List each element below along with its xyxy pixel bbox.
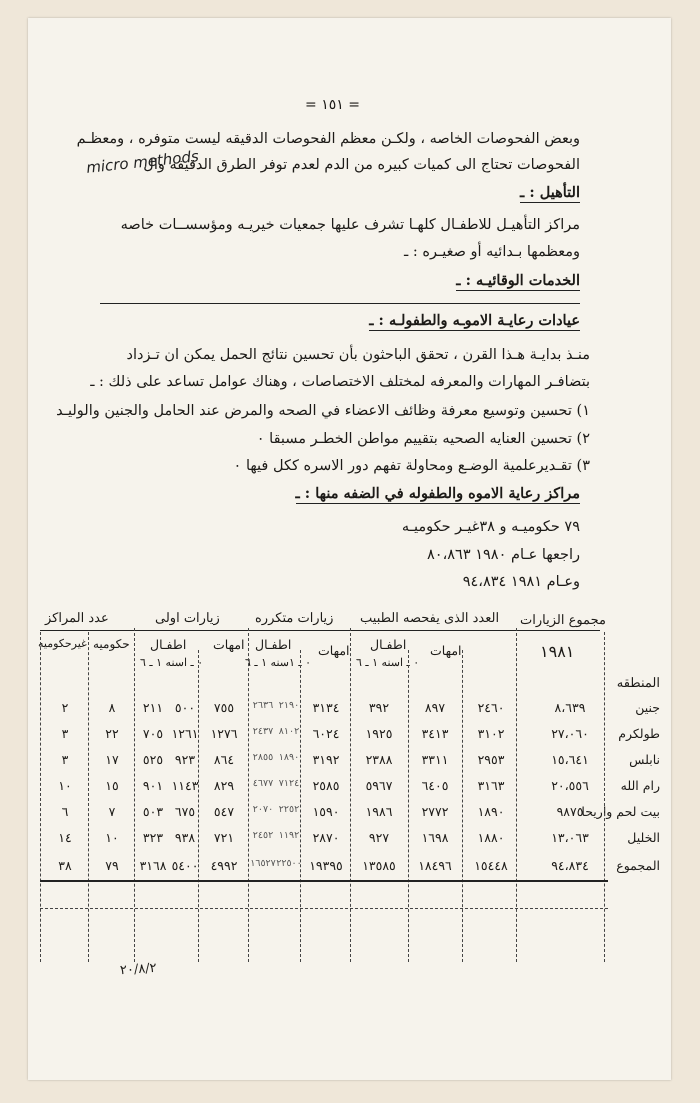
handwritten-note: micro methods bbox=[85, 147, 200, 177]
heading-west-bank-centers: مراكز رعاية الاموه والطفوله في الضفه منها : ـ bbox=[295, 485, 580, 502]
factor-1: ١) تحسين وتوسيع معرفة وظائف الاعضاء في الصحه والمرض عند الحامل والجنين والوليـد bbox=[56, 403, 590, 419]
heading-mch-clinics: عيادات رعايـة الاموـه والطفولـه : ـ bbox=[369, 312, 580, 329]
table-cell-f-mothers: ٨٢٩ bbox=[213, 778, 235, 793]
table-cell-gov: ١٥ bbox=[105, 778, 119, 793]
table-cell-r-c1: ٢٢٥٢ bbox=[278, 804, 300, 815]
table-cell-total: ١٣،٠٦٣ bbox=[551, 830, 589, 845]
table-cell-r-mothers: ١٥٩٠ bbox=[312, 804, 340, 819]
table-cell-f-c1: ١٢٦١ bbox=[171, 726, 199, 741]
year-label: ١٩٨١ bbox=[540, 642, 575, 661]
table-row-region: رام الله bbox=[620, 778, 660, 793]
table-cell-f-c2: ٢١١ bbox=[142, 700, 164, 715]
table-cell-r-mothers: ١٩٣٩٥ bbox=[309, 858, 343, 873]
table-cell-r-c2: ٢٤٥٢ bbox=[252, 830, 274, 841]
table-cell-nongov: ٣ bbox=[61, 752, 69, 767]
table-bottom-rule bbox=[40, 880, 608, 882]
table-cell-f-c2: ٩٠١ bbox=[142, 778, 164, 793]
table-cell-d-mothers: ٣١٦٣ bbox=[477, 778, 505, 793]
table-cell-r-c2: ٢٨٥٥ bbox=[252, 752, 274, 763]
table-cell-r-c1: ١٨٩٠ bbox=[278, 752, 300, 763]
table-cell-r-c2: ١٦٥٢٧ bbox=[250, 858, 276, 869]
table-cell-r-c1: ٢١٩٠ bbox=[278, 700, 300, 711]
column-separator bbox=[350, 628, 351, 962]
table-cell-d-children-a: ٦٤٠٥ bbox=[421, 778, 449, 793]
table-cell-nongov: ١٤ bbox=[58, 830, 72, 845]
table-cell-d-children-b: ٩٢٧ bbox=[368, 830, 390, 845]
column-separator bbox=[300, 650, 301, 962]
table-cell-d-mothers: ١٨٩٠ bbox=[477, 804, 505, 819]
table-row-region: بيت لحم واريحا bbox=[581, 804, 660, 819]
table-cell-r-mothers: ٣١٩٢ bbox=[312, 752, 340, 767]
table-cell-total: ١٥،٦٤١ bbox=[551, 752, 589, 767]
column-separator bbox=[248, 628, 249, 962]
table-cell-f-c1: ٥٠٠ bbox=[174, 700, 196, 715]
column-separator bbox=[462, 650, 463, 962]
header-first-visits: زيارات اولى bbox=[155, 611, 220, 626]
header-centers-count: عدد المراكز bbox=[45, 611, 109, 626]
table-cell-total: ٢٠،٥٥٦ bbox=[551, 778, 589, 793]
table-cell-d-mothers: ٢٩٥٣ bbox=[477, 752, 505, 767]
table-dashed-rule bbox=[40, 908, 608, 909]
table-cell-r-c1: ١١٩٢ bbox=[278, 830, 300, 841]
table-cell-d-children-b: ١٩٨٦ bbox=[365, 804, 393, 819]
region-header: المنطقه bbox=[616, 676, 660, 691]
subheader-government: حكوميه bbox=[93, 637, 130, 651]
column-separator bbox=[516, 628, 517, 962]
table-cell-d-children-a: ٣٤١٣ bbox=[421, 726, 449, 741]
subheader-mothers-doctor: امهات bbox=[430, 643, 462, 658]
table-cell-d-mothers: ١٨٨٠ bbox=[477, 830, 505, 845]
table-cell-d-children-b: ٥٩٦٧ bbox=[365, 778, 393, 793]
signature-mark: ٢٠/٨/٢ bbox=[119, 960, 158, 979]
header-total-visits: مجموع الزيارات bbox=[520, 613, 606, 628]
table-row-region: نابلس bbox=[629, 752, 660, 767]
table-cell-f-c2: ٧٠٥ bbox=[142, 726, 164, 741]
paragraph1-line1: وبعض الفحوصات الخاصه ، ولكـن معظم الفحوصات الدقيقه ليست متوفره ، ومعظـم bbox=[76, 131, 580, 147]
table-cell-d-children-b: ٣٩٢ bbox=[368, 700, 390, 715]
subheader-age-first: ٠ ـ اسنه ١ ـ ٦ bbox=[140, 656, 204, 669]
table-cell-nongov: ٢ bbox=[61, 700, 69, 715]
table-cell-d-children-b: ٢٣٨٨ bbox=[365, 752, 393, 767]
table-cell-f-mothers: ٥٤٧ bbox=[213, 804, 235, 819]
table-cell-d-children-b: ١٣٥٨٥ bbox=[362, 858, 396, 873]
column-separator bbox=[134, 628, 135, 962]
table-row-region: جنين bbox=[635, 700, 660, 715]
table-cell-total: ٩٤،٨٣٤ bbox=[551, 858, 589, 873]
table-cell-f-c2: ٣٢٣ bbox=[142, 830, 164, 845]
table-cell-f-c1: ٦٧٥ bbox=[174, 804, 196, 819]
table-cell-f-c1: ٩٣٨ bbox=[174, 830, 196, 845]
table-cell-r-c2: ٢٠٧٠ bbox=[252, 804, 274, 815]
table-cell-d-mothers: ٣١٠٢ bbox=[477, 726, 505, 741]
paragraph3-line1: منـذ بدايـة هـذا القرن ، تحقق الباحثون بأن تحسين نتائج الحمل يمكن ان تـزداد bbox=[126, 347, 590, 363]
table-cell-d-children-a: ١٨٤٩٦ bbox=[418, 858, 452, 873]
table-cell-f-mothers: ٧٢١ bbox=[213, 830, 235, 845]
table-cell-nongov: ٣ bbox=[61, 726, 69, 741]
paragraph3-line2: بتضافـر المهارات والمعرفه لمختلف الاختصاصات ، وهناك عوامل تساعد على ذلك : ـ bbox=[90, 374, 590, 390]
section-divider bbox=[100, 303, 580, 304]
paragraph1-line2: الفحوصات تحتاج الى كميات كبيره من الدم لعدم توفر الطرق الدقيقه وال bbox=[143, 157, 580, 173]
table-cell-r-mothers: ٢٥٨٥ bbox=[312, 778, 340, 793]
table-cell-gov: ٨ bbox=[108, 700, 116, 715]
table-cell-f-mothers: ٧٥٥ bbox=[213, 700, 235, 715]
table-cell-r-c1: ٨١٠٢ bbox=[278, 726, 300, 737]
table-cell-f-c1: ٩٢٣ bbox=[174, 752, 196, 767]
column-separator bbox=[40, 632, 41, 962]
subheader-children-repeat: اطفـال bbox=[255, 637, 292, 652]
table-cell-d-children-a: ٨٩٧ bbox=[424, 700, 446, 715]
table-row-region: المجموع bbox=[616, 858, 660, 873]
page-number: = ١٥١ = bbox=[305, 97, 360, 113]
table-cell-f-mothers: ١٢٧٦ bbox=[210, 726, 238, 741]
table-cell-gov: ٧٩ bbox=[105, 858, 119, 873]
table-cell-r-c2: ٢٤٣٧ bbox=[252, 726, 274, 737]
table-cell-r-c1: ٢٢٥٠٠ bbox=[276, 858, 302, 869]
table-cell-d-children-b: ١٩٢٥ bbox=[365, 726, 393, 741]
table-cell-nongov: ٦ bbox=[61, 804, 69, 819]
subheader-non-government: غيرحكوميه bbox=[38, 637, 87, 650]
subheader-age-repeat: ٠ ـ ١سنه ١ ـ ٦ bbox=[245, 656, 312, 669]
heading-preventive-services: الخدمات الوقائيـه : ـ bbox=[456, 272, 580, 289]
table-cell-f-c1: ٥٤٠٠ bbox=[171, 858, 199, 873]
table-cell-r-c2: ٤٦٧٧ bbox=[252, 778, 274, 789]
table-cell-f-mothers: ٨٦٤ bbox=[213, 752, 235, 767]
table-cell-f-c2: ٣١٦٨ bbox=[139, 858, 167, 873]
table-cell-d-mothers: ١٥٤٤٨ bbox=[474, 858, 508, 873]
column-separator bbox=[604, 632, 605, 962]
column-separator bbox=[198, 650, 199, 962]
table-cell-gov: ١٧ bbox=[105, 752, 119, 767]
header-repeat-visits: زيارات متكرره bbox=[255, 611, 334, 626]
table-row-region: الخليل bbox=[627, 830, 660, 845]
table-row-region: طولكرم bbox=[618, 726, 660, 741]
table-cell-total: ٨،٦٣٩ bbox=[554, 700, 586, 715]
paragraph2-line1: مراكز التأهيـل للاطفـال كلهـا تشرف عليها جمعيات خيريـه ومؤسســات خاصه bbox=[120, 217, 580, 233]
table-cell-r-c2: ٢٦٣٦ bbox=[252, 700, 274, 711]
centers-summary-3: وعـام ١٩٨١ ٩٤،٨٣٤ bbox=[462, 574, 580, 590]
table-cell-total: ٢٧،٠٦٠ bbox=[551, 726, 589, 741]
subheader-mothers-first: امهات bbox=[213, 637, 245, 652]
table-cell-f-c1: ١١٤٣ bbox=[171, 778, 199, 793]
paragraph2-line2: ومعظمها بـدائيه أو صغيـره : ـ bbox=[404, 244, 580, 260]
table-cell-d-children-a: ٢٧٧٢ bbox=[421, 804, 449, 819]
centers-summary-2: راجعها عـام ١٩٨٠ ٨٠،٨٦٣ bbox=[427, 547, 580, 563]
table-cell-f-c2: ٥٠٣ bbox=[142, 804, 164, 819]
table-cell-gov: ١٠ bbox=[105, 830, 119, 845]
table-cell-f-mothers: ٤٩٩٢ bbox=[210, 858, 238, 873]
centers-summary-1: ٧٩ حكوميـه و ٣٨غيـر حكوميـه bbox=[401, 519, 580, 535]
factor-3: ٣) تقـديرعلمية الوضـع ومحاولة تفهم دور الاسره ككل فيها ٠ bbox=[233, 458, 590, 474]
column-separator bbox=[88, 632, 89, 962]
table-cell-r-c1: ٧١٢٤ bbox=[278, 778, 300, 789]
table-cell-total: ٩٨٧٥ bbox=[556, 804, 584, 819]
subheader-age-doctor: ٠ ـ اسنه ١ ـ ٦ bbox=[356, 656, 420, 669]
table-cell-r-mothers: ٣١٣٤ bbox=[312, 700, 340, 715]
table-cell-d-mothers: ٢٤٦٠ bbox=[477, 700, 505, 715]
subheader-children-first: اطفـال bbox=[150, 637, 187, 652]
factor-2: ٢) تحسين العنايه الصحيه بتقييم مواطن الخطـر مسبقا ٠ bbox=[256, 431, 590, 447]
table-cell-d-children-a: ٣٣١١ bbox=[421, 752, 449, 767]
header-doctor-exam: العدد الذى يفحصه الطبيب bbox=[360, 611, 500, 626]
column-separator bbox=[408, 650, 409, 962]
table-cell-gov: ٧ bbox=[108, 804, 116, 819]
table-cell-f-c2: ٥٢٥ bbox=[142, 752, 164, 767]
table-cell-gov: ٢٢ bbox=[105, 726, 119, 741]
subheader-mothers-repeat: امهات bbox=[318, 643, 350, 658]
table-cell-nongov: ١٠ bbox=[58, 778, 72, 793]
table-cell-d-children-a: ١٦٩٨ bbox=[421, 830, 449, 845]
subheader-children-doctor: اطفـال bbox=[370, 637, 407, 652]
table-cell-r-mothers: ٦٠٢٤ bbox=[312, 726, 340, 741]
table-cell-nongov: ٣٨ bbox=[58, 858, 72, 873]
table-cell-r-mothers: ٢٨٧٠ bbox=[312, 830, 340, 845]
heading-rehabilitation: التأهيل : ـ bbox=[520, 184, 580, 201]
